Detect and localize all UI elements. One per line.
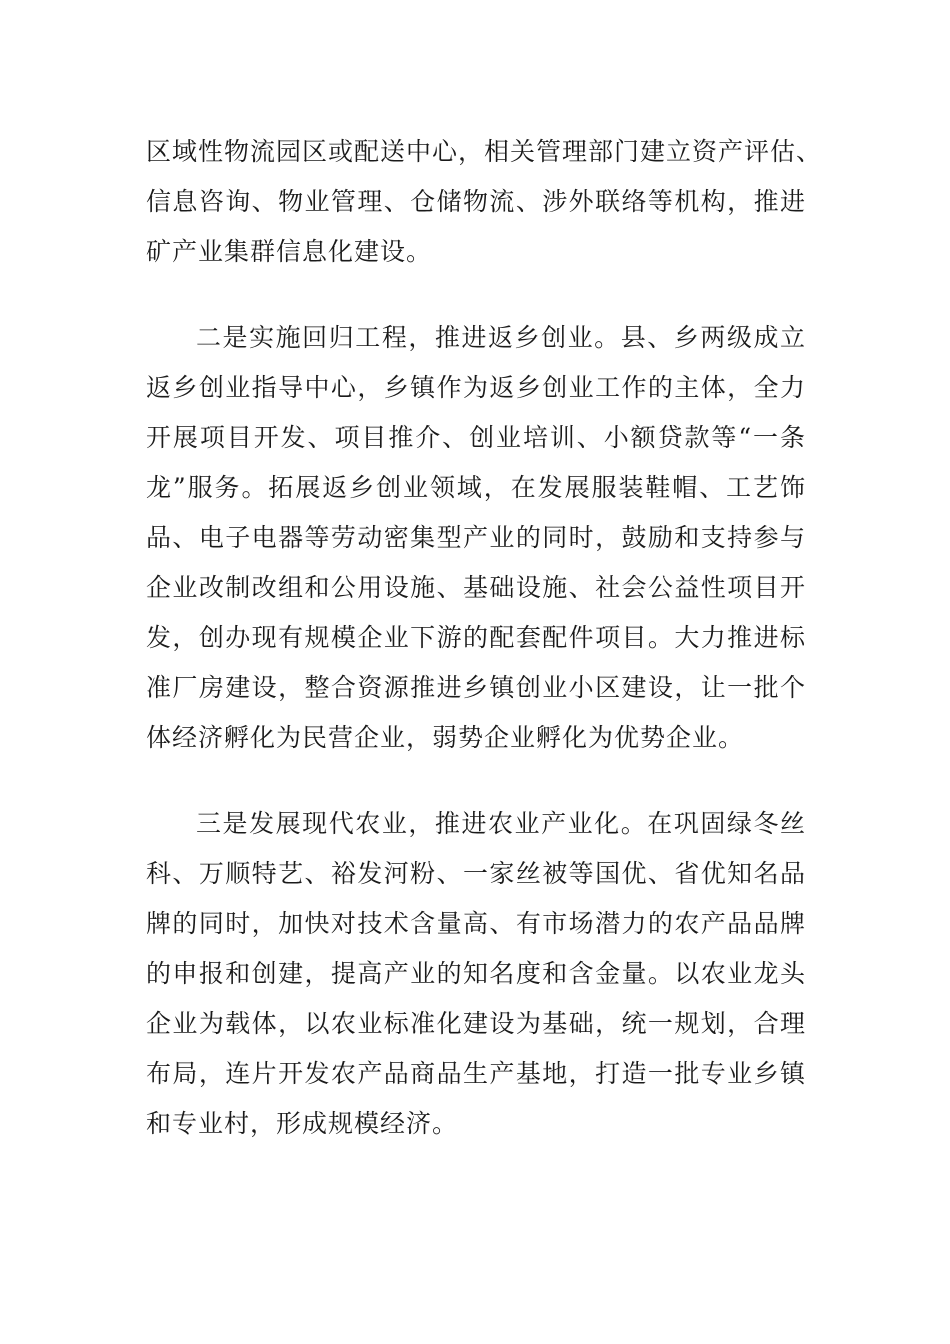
paragraph-line: 二是实施回归工程，推进返乡创业。县、乡两级成立 [196, 323, 806, 352]
paragraph-line: 三是发展现代农业，推进农业产业化。在巩固绿冬丝 [196, 809, 806, 838]
paragraph-line: 布局，连片开发农产品商品生产基地，打造一批专业乡镇 [146, 1059, 806, 1088]
paragraph-line: 品、电子电器等劳动密集型产业的同时，鼓励和支持参与 [146, 523, 806, 552]
paragraph-line: 牌的同时，加快对技术含量高、有市场潜力的农产品品牌 [146, 909, 806, 938]
paragraph-line: 区域性物流园区或配送中心，相关管理部门建立资产评估、 [146, 137, 823, 166]
paragraph-line: 开展项目开发、项目推介、创业培训、小额贷款等“一条 [146, 423, 806, 452]
paragraph-line: 和专业村，形成规模经济。 [146, 1109, 459, 1138]
paragraph-line: 科、万顺特艺、裕发河粉、一家丝被等国优、省优知名品 [146, 859, 806, 888]
paragraph-line: 准厂房建设，整合资源推进乡镇创业小区建设，让一批个 [146, 673, 806, 702]
paragraph-line: 发，创办现有规模企业下游的配套配件项目。大力推进标 [146, 623, 806, 652]
paragraph-line: 返乡创业指导中心，乡镇作为返乡创业工作的主体，全力 [146, 373, 806, 402]
paragraph-line: 龙”服务。拓展返乡创业领域，在发展服装鞋帽、工艺饰 [146, 473, 806, 502]
paragraph-line: 体经济孵化为民营企业，弱势企业孵化为优势企业。 [146, 723, 745, 752]
paragraph-line: 矿产业集群信息化建设。 [146, 237, 433, 266]
paragraph-line: 的申报和创建，提高产业的知名度和含金量。以农业龙头 [146, 959, 806, 988]
paragraph-line: 信息咨询、物业管理、仓储物流、涉外联络等机构，推进 [146, 187, 806, 216]
paragraph-line: 企业改制改组和公用设施、基础设施、社会公益性项目开 [146, 573, 806, 602]
paragraph-line: 企业为载体，以农业标准化建设为基础，统一规划，合理 [146, 1009, 806, 1038]
